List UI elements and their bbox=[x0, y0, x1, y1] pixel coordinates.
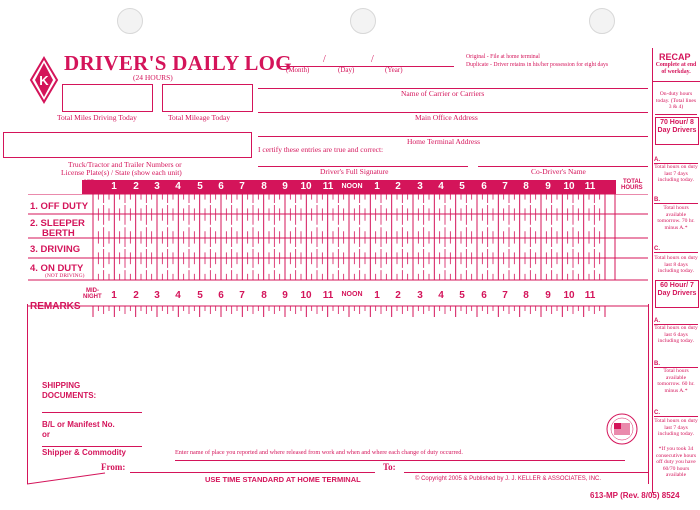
shipping-label-2: DOCUMENTS: bbox=[42, 391, 97, 400]
recap-70-a: Total hours on duty last 7 days including today. bbox=[654, 164, 698, 184]
home-terminal-label: Home Terminal Address bbox=[407, 137, 481, 146]
recap-60-a: Total hours on duty last 6 days including today. bbox=[654, 325, 698, 345]
svg-text:K: K bbox=[39, 73, 49, 88]
shipper-commodity-label: Shipper & Commodity bbox=[42, 448, 127, 457]
codriver-input[interactable] bbox=[478, 152, 648, 166]
recap-70-c: Total hours on duty last 8 days including today. bbox=[654, 255, 698, 275]
hours-header-top: 1 2 3 4 5 6 7 8 9 10 11 NOON 1 2 3 4 5 6 7 8 9 10 11 bbox=[82, 180, 616, 194]
recap-box-70: 70 Hour/ 8 Day Drivers bbox=[655, 117, 699, 145]
month-label: (Month) bbox=[286, 66, 310, 74]
recap-note: *If you took 34 consecutive hours off duty you have 60/70 hours available bbox=[655, 446, 697, 479]
remarks-label: REMARKS bbox=[30, 301, 81, 312]
carrier-input[interactable] bbox=[258, 74, 648, 88]
hours-header-bottom: 1 2 3 4 5 6 7 8 9 10 11 NOON 1 2 3 4 5 6 7 8 9 10 11 bbox=[111, 290, 596, 301]
instructions-text: Enter name of place you reported and where released from work and when and where each change of duty occurred. bbox=[175, 449, 463, 456]
bottom-diagonal bbox=[27, 455, 107, 485]
recap-title: RECAP bbox=[659, 52, 691, 62]
shipping-documents-input[interactable] bbox=[42, 401, 142, 412]
certify-text: I certify these entries are true and correct: bbox=[258, 145, 384, 154]
truck-label-1: Truck/Tractor and Trailer Numbers or bbox=[68, 160, 182, 169]
recap-60-c: Total hours on duty last 7 days including today. bbox=[654, 418, 698, 438]
codriver-label: Co-Driver's Name bbox=[531, 167, 586, 176]
shipping-label-1: SHIPPING bbox=[42, 381, 81, 390]
row-driving: 3. DRIVING bbox=[30, 244, 81, 255]
bl-or-label: or bbox=[42, 430, 50, 439]
log-title: DRIVER'S DAILY LOG bbox=[64, 51, 292, 75]
truck-numbers-input[interactable] bbox=[3, 132, 252, 158]
recap-60-b: Total hours available tomorrow. 60 hr. minus A.* bbox=[657, 368, 695, 394]
main-office-label: Main Office Address bbox=[415, 113, 478, 122]
miles-driving-input[interactable] bbox=[62, 84, 153, 112]
year-label: (Year) bbox=[385, 66, 403, 74]
miles-driving-label: Total Miles Driving Today bbox=[57, 113, 137, 122]
date-input[interactable] bbox=[278, 50, 454, 66]
punch-hole-center bbox=[350, 8, 376, 34]
row-on-duty: 4. ON DUTY bbox=[30, 263, 84, 274]
recap-onduty: On-duty hours today. (Total lines 3 & 4) bbox=[655, 91, 697, 111]
mileage-label: Total Mileage Today bbox=[168, 113, 231, 122]
home-terminal-input[interactable] bbox=[258, 122, 648, 136]
flag-seal-icon bbox=[606, 413, 638, 445]
carrier-label: Name of Carrier or Carriers bbox=[401, 89, 485, 98]
recap-box-60: 60 Hour/ 7 Day Drivers bbox=[655, 280, 699, 308]
copyright-text: © Copyright 2005 & Published by J. J. KELLER & ASSOCIATES, INC. bbox=[415, 476, 602, 482]
log-subtitle: (24 HOURS) bbox=[133, 73, 173, 82]
signature-input[interactable] bbox=[258, 152, 468, 166]
recap-70-b: Total hours available tomorrow. 70 hr. minus A.* bbox=[657, 205, 695, 231]
remarks-ruler bbox=[0, 304, 650, 318]
to-label: To: bbox=[383, 462, 396, 472]
from-input[interactable] bbox=[130, 461, 375, 472]
day-label: (Day) bbox=[338, 66, 355, 74]
bl-manifest-label: B/L or Manifest No. bbox=[42, 420, 115, 429]
to-input[interactable] bbox=[404, 461, 648, 472]
duty-status-grid[interactable] bbox=[0, 194, 650, 286]
form-number: 613-MP (Rev. 8/05) 8524 bbox=[590, 491, 680, 500]
recap-sub: Complete at end of workday. bbox=[655, 62, 697, 75]
keller-k-logo bbox=[29, 56, 59, 106]
from-label: From: bbox=[101, 462, 126, 472]
row-sleeper-berth-2: BERTH bbox=[42, 228, 75, 239]
copies-line-1: Original - File at home terminal bbox=[466, 54, 540, 60]
signature-label: Driver's Full Signature bbox=[320, 167, 389, 176]
punch-hole-right bbox=[589, 8, 615, 34]
bl-manifest-input[interactable] bbox=[42, 435, 142, 446]
main-office-input[interactable] bbox=[258, 98, 648, 112]
truck-label-2: License Plate(s) / State (show each unit) bbox=[61, 168, 182, 177]
time-standard-text: USE TIME STANDARD AT HOME TERMINAL bbox=[205, 475, 361, 484]
copies-line-2: Duplicate - Driver retains in his/her possession for eight days bbox=[466, 62, 609, 68]
row-off-duty: 1. OFF DUTY bbox=[30, 201, 89, 212]
punch-hole-left bbox=[117, 8, 143, 34]
mileage-input[interactable] bbox=[162, 84, 253, 112]
row-sleeper-berth: 2. SLEEPER bbox=[30, 218, 85, 229]
row-on-duty-sub: (NOT DRIVING) bbox=[45, 273, 85, 279]
